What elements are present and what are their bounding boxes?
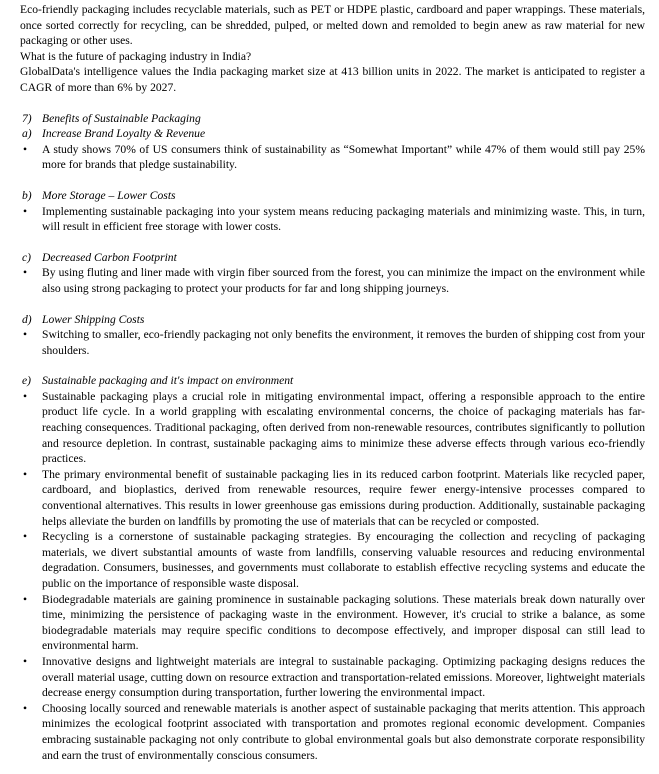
list-item: • Innovative designs and lightweight materials are integral to sustainable packaging. Optimizing packaging designs reduces the overall material usage, cutting down on resource extraction and transportation-related emissions. Moreover, lightweight materials decrease energy consumption during transportation, further lowering the environmental impact. (23, 654, 645, 700)
intro-paragraph-1: Eco-friendly packaging includes recyclable materials, such as PET or HDPE plastic, cardboard and paper wrappings. These materials, once sorted correctly for recycling, can be shredded, pulped, or melted down and remolded to begin anew as raw material for new packaging or other uses. (20, 3, 645, 48)
section-title: Lower Shipping Costs (42, 312, 145, 326)
bullet-icon: • (23, 701, 28, 715)
section-heading (20, 188, 645, 204)
section-heading (20, 373, 645, 389)
section-c (20, 250, 645, 297)
list-item: • Implementing sustainable packaging into your system means reducing packaging materials and minimizing waste. This, in turn, will result in efficient free storage with lower costs. (23, 204, 645, 234)
list-item: • Choosing locally sourced and renewable materials is another aspect of sustainable packaging that merits attention. This approach minimizes the ecological footprint associated with transportation and promotes regional economic development. Companies embracing sustainable packaging not only contribute to global environmental goals but also demonstrate corporate responsibility and earn the trust of environmentally conscious consumers. (23, 701, 645, 762)
section-number: e) (22, 374, 32, 388)
list-item: • Recycling is a cornerstone of sustainable packaging strategies. By encouraging the collection and recycling of packaging materials, we divert substantial amounts of waste from landfills, conserving valuable resources and reducing environmental degradation. Consumers, businesses, and governments must collaborate to establish effective recycling systems and educate the public on the importance of responsible waste disposal. (23, 530, 645, 590)
bullet-icon: • (23, 204, 28, 218)
section-number: a) (22, 127, 32, 141)
intro-block (20, 2, 645, 96)
bullet-icon: • (23, 142, 28, 156)
section-title: Sustainable packaging and it's impact on environment (42, 374, 294, 388)
list-item: • A study shows 70% of US consumers think of sustainability as “Somewhat Important” while 47% of them would still pay 25% more for brands that pledge sustainability. (23, 142, 645, 172)
main-heading-number: 7) (22, 111, 32, 125)
intro-question: What is the future of packaging industry in India? (20, 49, 252, 63)
section-a (20, 126, 645, 173)
section-d (20, 312, 645, 359)
bullet-list (20, 142, 645, 173)
section-number: b) (22, 188, 32, 202)
bullet-list (20, 327, 645, 358)
section-heading (20, 126, 645, 142)
section-title: Increase Brand Loyalty & Revenue (42, 127, 206, 141)
list-item: • The primary environmental benefit of sustainable packaging lies in its reduced carbon footprint. Materials like recycled paper, cardboard, and bioplastics, derived from renewable resources, require fewer energy-intensive processes compared to conventional alternatives. This results in lower greenhouse gas emissions during production. Additionally, sustainable packaging helps alleviate the burden on landfills by promoting the use of materials that can be recycled or composted. (23, 467, 645, 528)
section-title: More Storage – Lower Costs (42, 188, 176, 202)
section-b (20, 188, 645, 235)
bullet-icon: • (23, 328, 28, 342)
section-heading (20, 250, 645, 266)
bullet-list (20, 389, 645, 763)
list-item: • Switching to smaller, eco-friendly packaging not only benefits the environment, it removes the burden of shipping cost from your shoulders. (23, 328, 645, 357)
bullet-icon: • (23, 654, 28, 668)
list-item: • By using fluting and liner made with virgin fiber sourced from the forest, you can minimize the impact on the environment while also using strong packaging to protect your products for far and long shipping journeys. (23, 266, 645, 295)
list-item: • Biodegradable materials are gaining prominence in sustainable packaging solutions. These materials break down naturally over time, minimizing the persistence of packaging waste in the environment. However, it's crucial to strike a balance, as some biodegradable materials may require specific conditions to decompose effectively, and improper disposal can still lead to environmental harm. (23, 592, 645, 653)
bullet-list (20, 204, 645, 235)
list-item: • Sustainable packaging plays a crucial role in mitigating environmental impact, offering a responsible approach to the entire product life cycle. In a world grappling with escalating environmental concerns, the choice of packaging materials has far-reaching consequences. Traditional packaging, often derived from non-renewable resources, contributes significantly to pollution and resource depletion. In contrast, sustainable packaging aims to minimize these adverse effects through various eco-friendly practices. (23, 389, 645, 466)
bullet-icon: • (23, 467, 28, 481)
bullet-icon: • (23, 530, 28, 544)
section-title: Decreased Carbon Footprint (42, 250, 177, 264)
section-heading (20, 312, 645, 328)
main-heading (20, 111, 645, 127)
bullet-icon: • (23, 389, 28, 403)
section-number: d) (22, 312, 32, 326)
bullet-icon: • (23, 266, 28, 280)
section-e (20, 373, 645, 763)
intro-paragraph-2: GlobalData's intelligence values the India packaging market size at 413 billion units in 2022. The market is anticipated to register a CAGR of more than 6% by 2027. (20, 65, 645, 94)
main-heading-text: Benefits of Sustainable Packaging (42, 111, 201, 125)
bullet-list (20, 265, 645, 296)
bullet-icon: • (23, 592, 28, 606)
section-number: c) (22, 250, 32, 264)
